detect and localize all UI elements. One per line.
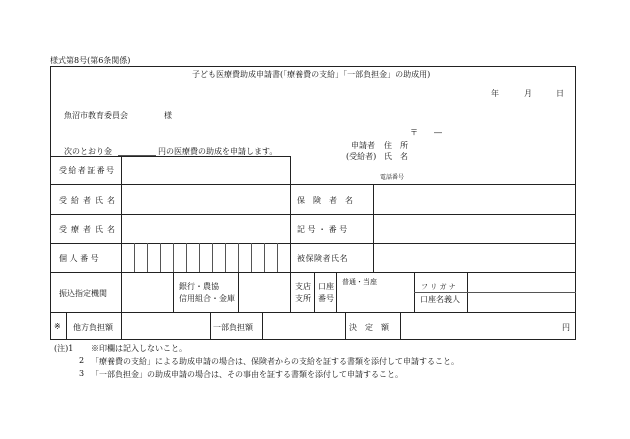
col-line xyxy=(210,312,211,340)
date-day-label: 日 xyxy=(556,89,564,98)
col-line xyxy=(373,184,374,272)
digit-box-line xyxy=(238,243,239,272)
individual-number-label: 個 人 番 号 xyxy=(59,254,99,263)
account-line2: 番号 xyxy=(318,294,334,303)
note-text: ※印欄は記入しないこと。 xyxy=(91,344,187,353)
form-title: 子ども医療費助成申請書(「療養費の支給」「一部負担金」の助成用) xyxy=(192,70,431,79)
yen-unit: 円 xyxy=(562,323,570,332)
bank-type-line2: 信用組合・金庫 xyxy=(179,294,235,303)
digit-box-line xyxy=(251,243,252,272)
bank-type-line1: 銀行・農協 xyxy=(179,282,219,291)
asterisk-mark: ※ xyxy=(54,322,61,331)
cert-number-label: 受給者証番号 xyxy=(59,166,116,175)
date-month-label: 月 xyxy=(524,89,532,98)
digit-box-line xyxy=(199,243,200,272)
row-line xyxy=(50,243,576,244)
phone-label: 電話番号 xyxy=(380,174,405,181)
col-line xyxy=(121,312,122,340)
digit-box-line xyxy=(160,243,161,272)
branch-line1: 支店 xyxy=(295,282,311,291)
holder-label: 口座名義人 xyxy=(420,295,460,304)
col-line xyxy=(336,272,337,312)
note-text: 「療養費の支給」による助成申請の場合は、保険者からの支給を証する書類を添付して申請すること。 xyxy=(91,357,459,366)
applicant-label: 申請者 xyxy=(351,141,375,150)
recipient-name-label: 受給者氏名 xyxy=(59,196,119,205)
honorific: 様 xyxy=(164,111,172,120)
request-body: 円の医療費の助成を申請します。 xyxy=(158,147,278,156)
row-line xyxy=(50,272,576,273)
request-lead: 次のとおり金 xyxy=(64,147,112,156)
col-line xyxy=(173,272,174,312)
row-line xyxy=(50,312,576,313)
digit-box-line xyxy=(264,243,265,272)
col-line xyxy=(121,156,122,312)
col-line xyxy=(262,312,263,340)
note-number: (注)1 xyxy=(54,344,74,353)
col-line xyxy=(238,272,239,312)
note-text: 「一部負担金」の助成申請の場合は、その事由を証する書類を添付して申請すること。 xyxy=(91,370,403,379)
decided-amount-label: 決 定 額 xyxy=(349,323,389,332)
patient-name-label: 受療者氏名 xyxy=(59,225,119,234)
col-line xyxy=(290,156,291,312)
recipient-paren-label: (受給者) xyxy=(346,152,377,161)
partial-burden-label: 一部負担額 xyxy=(213,323,253,332)
digit-box-line xyxy=(212,243,213,272)
row-line xyxy=(50,214,576,215)
digit-box-line xyxy=(147,243,148,272)
furigana-label: フ リ ガ ナ xyxy=(421,283,456,291)
symbol-number-label: 記 号 ・ 番 号 xyxy=(297,225,348,234)
note-number: 3 xyxy=(79,369,85,378)
transfer-label: 振込指定機関 xyxy=(59,289,107,298)
insurer-label: 保 険 者 名 xyxy=(297,196,353,205)
addressee: 魚沼市教育委員会 xyxy=(64,111,128,120)
account-line1: 口座 xyxy=(318,282,334,291)
digit-box-line xyxy=(186,243,187,272)
col-line xyxy=(66,312,67,340)
digit-box-line xyxy=(277,243,278,272)
digit-box-line xyxy=(134,243,135,272)
branch-line2: 支所 xyxy=(295,294,311,303)
row-line xyxy=(50,156,290,157)
postal-mark: 〒 ― xyxy=(410,128,442,137)
name-label: 氏 名 xyxy=(384,152,408,161)
form-number: 様式第8号(第6条関係) xyxy=(50,56,131,65)
col-line xyxy=(345,312,346,340)
digit-box-line xyxy=(173,243,174,272)
account-type-label: 普通・当座 xyxy=(342,278,377,286)
other-burden-label: 他方負担額 xyxy=(73,323,113,332)
insured-name-label: 被保険者氏名 xyxy=(297,254,348,263)
digit-box-line xyxy=(225,243,226,272)
date-year-label: 年 xyxy=(491,89,499,98)
address-label: 住 所 xyxy=(384,141,408,150)
row-line xyxy=(50,184,576,185)
col-line xyxy=(400,312,401,340)
note-number: 2 xyxy=(79,356,85,365)
col-line xyxy=(314,272,315,312)
furigana-line xyxy=(414,292,576,293)
